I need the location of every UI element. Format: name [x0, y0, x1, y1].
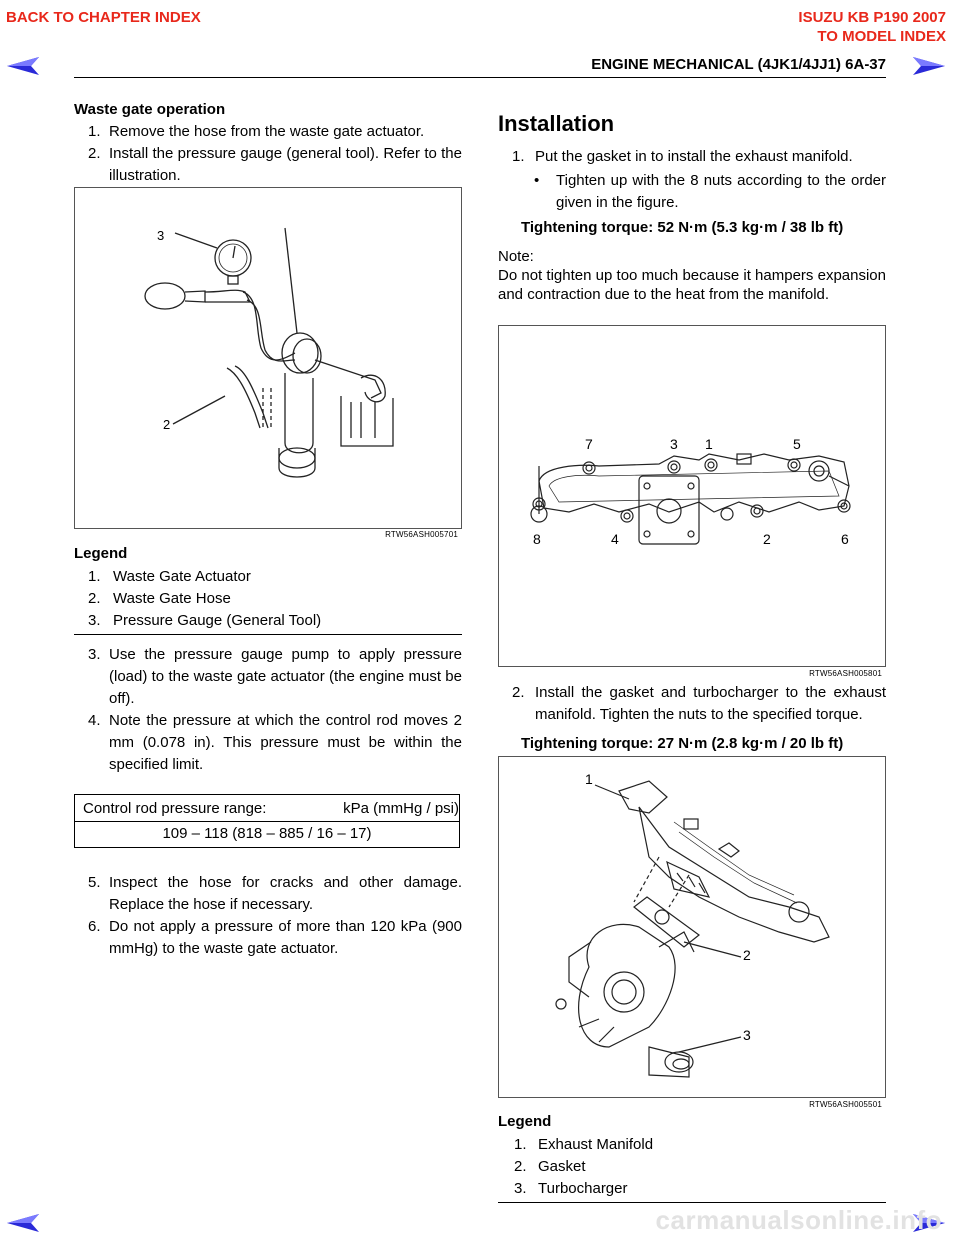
pressure-range-table — [74, 794, 460, 848]
step-item — [74, 710, 462, 776]
legend-list — [74, 566, 462, 632]
waste-gate-figure — [74, 187, 462, 529]
note-block — [498, 247, 886, 304]
step-text: Install the pressure gauge (general tool). Refer to the illustration. — [109, 145, 462, 184]
prev-page-arrow-icon[interactable] — [6, 1213, 40, 1238]
figure-caption: RTW56ASH005701 — [385, 530, 458, 539]
step-item — [74, 121, 462, 143]
step-item — [498, 146, 886, 168]
page-header-title: ENGINE MECHANICAL (4JK1/4JJ1) 6A-37 — [591, 56, 886, 73]
install-step-2 — [498, 682, 886, 726]
legend-text: Pressure Gauge (General Tool) — [113, 612, 322, 629]
step-item — [498, 682, 886, 726]
waste-gate-heading: Waste gate operation — [74, 101, 226, 118]
step-item — [74, 143, 462, 187]
step-text: Put the gasket in to install the exhaust manifold. — [535, 148, 853, 165]
step-number: 3. — [88, 646, 101, 663]
legend-list — [498, 1134, 886, 1200]
order-callout-1: 1 — [705, 436, 713, 452]
figure-caption: RTW56ASH005801 — [809, 669, 882, 678]
step-text: Use the pressure gauge pump to apply pressure (load) to the waste gate actuator (the engine must be off). — [109, 646, 462, 707]
order-callout-4: 4 — [611, 531, 619, 547]
model-title: ISUZU KB P190 2007 — [798, 9, 946, 26]
header-rule — [74, 77, 886, 78]
pressure-table-value: 109 – 118 (818 – 885 / 16 – 17) — [162, 825, 372, 842]
step-item — [74, 872, 462, 916]
legend-number: 2. — [514, 1158, 527, 1175]
step-text: Remove the hose from the waste gate actuator. — [109, 123, 425, 140]
note-text: Do not tighten up too much because it hampers expansion and contraction due to the heat from the manifold. — [498, 267, 886, 303]
legend-item — [74, 566, 462, 588]
legend-text: Waste Gate Actuator — [113, 568, 251, 585]
legend-rule — [74, 634, 462, 635]
legend-text: Waste Gate Hose — [113, 590, 231, 607]
back-to-chapter-index-link[interactable]: BACK TO CHAPTER INDEX — [6, 9, 201, 26]
legend-number: 1. — [88, 568, 101, 585]
assembly-callout-2: 2 — [743, 947, 751, 963]
legend-number: 3. — [514, 1180, 527, 1197]
watermark: carmanualsonline.info — [655, 1205, 942, 1235]
steps-a-list — [74, 121, 462, 187]
steps-c-list — [74, 872, 462, 960]
next-page-arrow-icon[interactable] — [912, 56, 946, 81]
figure-callout-3: 3 — [157, 228, 165, 243]
legend-title: Legend — [498, 1113, 552, 1130]
install-step-1 — [498, 146, 886, 214]
figure-callout-2: 2 — [163, 417, 171, 432]
order-callout-2: 2 — [763, 531, 771, 547]
assembly-callout-1: 1 — [585, 771, 593, 787]
assembly-callout-3: 3 — [743, 1027, 751, 1043]
legend-number: 2. — [88, 590, 101, 607]
order-callout-7: 7 — [585, 436, 593, 452]
legend-item — [74, 610, 462, 632]
step-number: 6. — [88, 918, 101, 935]
figure-caption: RTW56ASH005501 — [809, 1100, 882, 1109]
note-label: Note: — [498, 248, 534, 265]
step-item — [74, 916, 462, 960]
pressure-table-header — [75, 795, 459, 822]
bullet-text: Tighten up with the 8 nuts according to the order given in the figure. — [556, 172, 886, 211]
order-callout-8: 8 — [533, 531, 541, 547]
step-number: 2. — [512, 684, 525, 701]
bullet-icon: • — [534, 172, 540, 189]
step-text: Note the pressure at which the control rod moves 2 mm (0.078 in). This pressure must be within the specified limit. — [109, 712, 462, 773]
torque-spec-1: Tightening torque: 52 N·m (5.3 kg·m / 38 lb ft) — [521, 219, 844, 236]
step-number: 1. — [512, 148, 525, 165]
installation-heading: Installation — [498, 111, 615, 136]
legend-text: Exhaust Manifold — [538, 1136, 654, 1153]
step-text: Install the gasket and turbocharger to the exhaust manifold. Tighten the nuts to the specified torque. — [535, 684, 886, 723]
step-number: 1. — [88, 123, 101, 140]
to-model-index-link[interactable]: TO MODEL INDEX — [817, 28, 946, 45]
torque-spec-2: Tightening torque: 27 N·m (2.8 kg·m / 20 lb ft) — [521, 735, 844, 752]
pressure-table-label: Control rod pressure range: — [83, 800, 267, 817]
legend-title: Legend — [74, 545, 128, 562]
manifold-order-figure — [498, 325, 886, 667]
step-number: 4. — [88, 712, 101, 729]
legend-text: Gasket — [538, 1158, 586, 1175]
legend-number: 3. — [88, 612, 101, 629]
legend-rule — [498, 1202, 886, 1203]
legend-item — [74, 588, 462, 610]
legend-text: Turbocharger — [538, 1180, 628, 1197]
legend-number: 1. — [514, 1136, 527, 1153]
step-text: Inspect the hose for cracks and other damage. Replace the hose if necessary. — [109, 874, 462, 913]
step-number: 5. — [88, 874, 101, 891]
bullet-item — [498, 170, 886, 214]
order-callout-6: 6 — [841, 531, 849, 547]
step-number: 2. — [88, 145, 101, 162]
steps-b-list — [74, 644, 462, 776]
turbo-assembly-figure — [498, 756, 886, 1098]
legend-item — [498, 1134, 886, 1156]
pressure-table-unit: kPa (mmHg / psi) — [343, 800, 459, 817]
legend-item — [498, 1178, 886, 1200]
step-text: Do not apply a pressure of more than 120 kPa (900 mmHg) to the waste gate actuator. — [109, 918, 462, 957]
legend-item — [498, 1156, 886, 1178]
step-item — [74, 644, 462, 710]
order-callout-3: 3 — [670, 436, 678, 452]
order-callout-5: 5 — [793, 436, 801, 452]
prev-page-arrow-icon[interactable] — [6, 56, 40, 81]
